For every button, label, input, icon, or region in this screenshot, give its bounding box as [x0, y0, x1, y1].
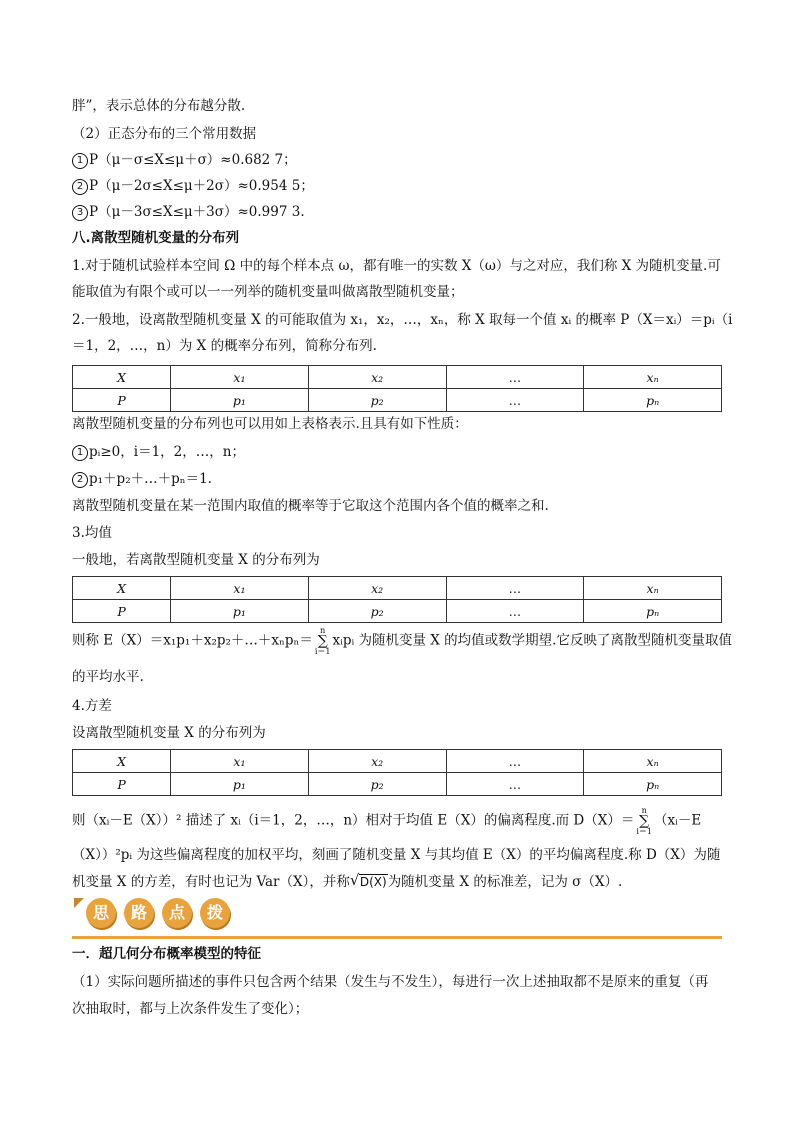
- formula-line: 2 p₁＋p₂＋…＋pₙ＝1.: [72, 469, 212, 489]
- formula-line: 则（xᵢ－E（X））² 描述了 xᵢ（i＝1，2，…，n）相对于均值 E（X）的偏离程度.而 D（X）＝n ∑ i＝1（xᵢ－E: [72, 806, 702, 836]
- summation-symbol: n ∑ i＝1: [636, 806, 652, 836]
- summation-symbol: n ∑ i＝1: [314, 626, 331, 656]
- table-cell: p₁: [171, 773, 309, 796]
- text-line: 设离散型随机变量 X 的分布列为: [72, 725, 266, 741]
- table-cell: p₁: [171, 389, 309, 412]
- table-cell: …: [446, 389, 584, 412]
- table-cell: p₁: [171, 600, 309, 623]
- formula-line: 3 P（μ－3σ≤X≤μ＋3σ）≈0.997 3.: [72, 202, 305, 222]
- circled-number: 1: [72, 153, 88, 169]
- table-cell: …: [446, 773, 584, 796]
- table-cell: x₂: [308, 366, 446, 389]
- table-cell: x₂: [308, 577, 446, 600]
- section-heading: 八.离散型随机变量的分布列: [72, 230, 240, 246]
- table-cell: p₂: [308, 389, 446, 412]
- text-line: ＝1，2，…，n）为 X 的概率分布列，简称分布列.: [72, 338, 377, 354]
- formula-line: 则称 E（X）＝x₁p₁＋x₂p₂＋…＋xₙpₙ＝n ∑ i＝1xᵢpᵢ 为随机变量 X 的均值或数学期望.它反映了离散型随机变量取值: [72, 626, 732, 656]
- table-row: [73, 750, 722, 773]
- table-cell: pₙ: [584, 389, 722, 412]
- table-row: [73, 389, 722, 412]
- subsection-heading: 4.方差: [72, 698, 112, 714]
- circled-number: 2: [72, 472, 88, 488]
- text-line: 离散型随机变量在某一范围内取值的概率等于它取这个范围内各个值的概率之和.: [72, 498, 549, 514]
- formula-line: 1 pᵢ≥0，i＝1，2，…，n；: [72, 442, 245, 462]
- table-cell: P: [73, 773, 171, 796]
- table-cell: X: [73, 366, 171, 389]
- text-line: 2.一般地，设离散型随机变量 X 的可能取值为 x₁，x₂，…，xₙ，称 X 取每一个值 xᵢ 的概率 P（X＝xᵢ）＝pᵢ（i: [72, 312, 733, 328]
- subsection-heading: 3.均值: [72, 525, 112, 541]
- table-cell: pₙ: [584, 773, 722, 796]
- text-line: 次抽取时，都与上次条件发生了变化）；: [72, 1001, 309, 1017]
- table-cell: …: [446, 600, 584, 623]
- table-cell: xₙ: [584, 366, 722, 389]
- table-cell: P: [73, 600, 171, 623]
- banner-char: 点: [162, 898, 192, 928]
- table-cell: x₁: [171, 750, 309, 773]
- table-cell: …: [446, 750, 584, 773]
- table-cell: p₂: [308, 600, 446, 623]
- circled-number: 2: [72, 179, 88, 195]
- table-cell: …: [446, 366, 584, 389]
- text-line: 离散型随机变量的分布列也可以用如上表格表示.且具有如下性质：: [72, 416, 468, 432]
- text-line: 的平均水平.: [72, 669, 144, 685]
- text-line: （2）正态分布的三个常用数据: [72, 126, 257, 142]
- table-cell: x₂: [308, 750, 446, 773]
- table-row: [73, 577, 722, 600]
- table-cell: x₁: [171, 366, 309, 389]
- table-row: [73, 600, 722, 623]
- text-line: 一般地，若离散型随机变量 X 的分布列为: [72, 552, 320, 568]
- text-line: 胖”，表示总体的分布越分散.: [72, 98, 246, 114]
- formula-line: 2 P（μ－2σ≤X≤μ＋2σ）≈0.954 5；: [72, 176, 314, 196]
- table-cell: x₁: [171, 577, 309, 600]
- banner-char: 思: [86, 898, 116, 928]
- banner-char: 路: [124, 898, 154, 928]
- table-cell: …: [446, 577, 584, 600]
- banner-char: 拨: [200, 898, 230, 928]
- table-row: [73, 773, 722, 796]
- circled-number: 1: [72, 445, 88, 461]
- distribution-table: [72, 365, 722, 412]
- table-cell: P: [73, 389, 171, 412]
- table-row: [73, 366, 722, 389]
- banner-underline: [72, 936, 722, 939]
- square-root: √ D(X): [349, 871, 387, 889]
- formula-line: 机变量 X 的方差，有时也记为 Var（X），并称 √ D(X)为随机变量 X 的标准差，记为 σ（X）.: [72, 871, 623, 890]
- table-cell: pₙ: [584, 600, 722, 623]
- table-cell: p₂: [308, 773, 446, 796]
- circled-number: 3: [72, 205, 88, 221]
- text-line: （X））²pᵢ 为这些偏离程度的加权平均，刻画了随机变量 X 与其均值 E（X）的平均偏离程度.称 D（X）为随: [72, 847, 721, 863]
- table-cell: xₙ: [584, 750, 722, 773]
- formula-line: 1 P（μ－σ≤X≤μ＋σ）≈0.682 7；: [72, 150, 297, 170]
- table-cell: X: [73, 750, 171, 773]
- text-line: 能取值为有限个或可以一一列举的随机变量叫做离散型随机变量；: [72, 284, 464, 300]
- table-cell: X: [73, 577, 171, 600]
- text-line: 1.对于随机试验样本空间 Ω 中的每个样本点 ω，都有唯一的实数 X（ω）与之对应，我们称 X 为随机变量.可: [72, 258, 721, 274]
- section-heading: 一．超几何分布概率模型的特征: [72, 946, 261, 962]
- text-line: （1）实际问题所描述的事件只包含两个结果（发生与不发生），每进行一次上述抽取都不是原来的重复（再: [72, 974, 709, 990]
- distribution-table: [72, 749, 722, 796]
- table-cell: xₙ: [584, 577, 722, 600]
- distribution-table: [72, 576, 722, 623]
- banner-corner-decoration: [74, 898, 84, 908]
